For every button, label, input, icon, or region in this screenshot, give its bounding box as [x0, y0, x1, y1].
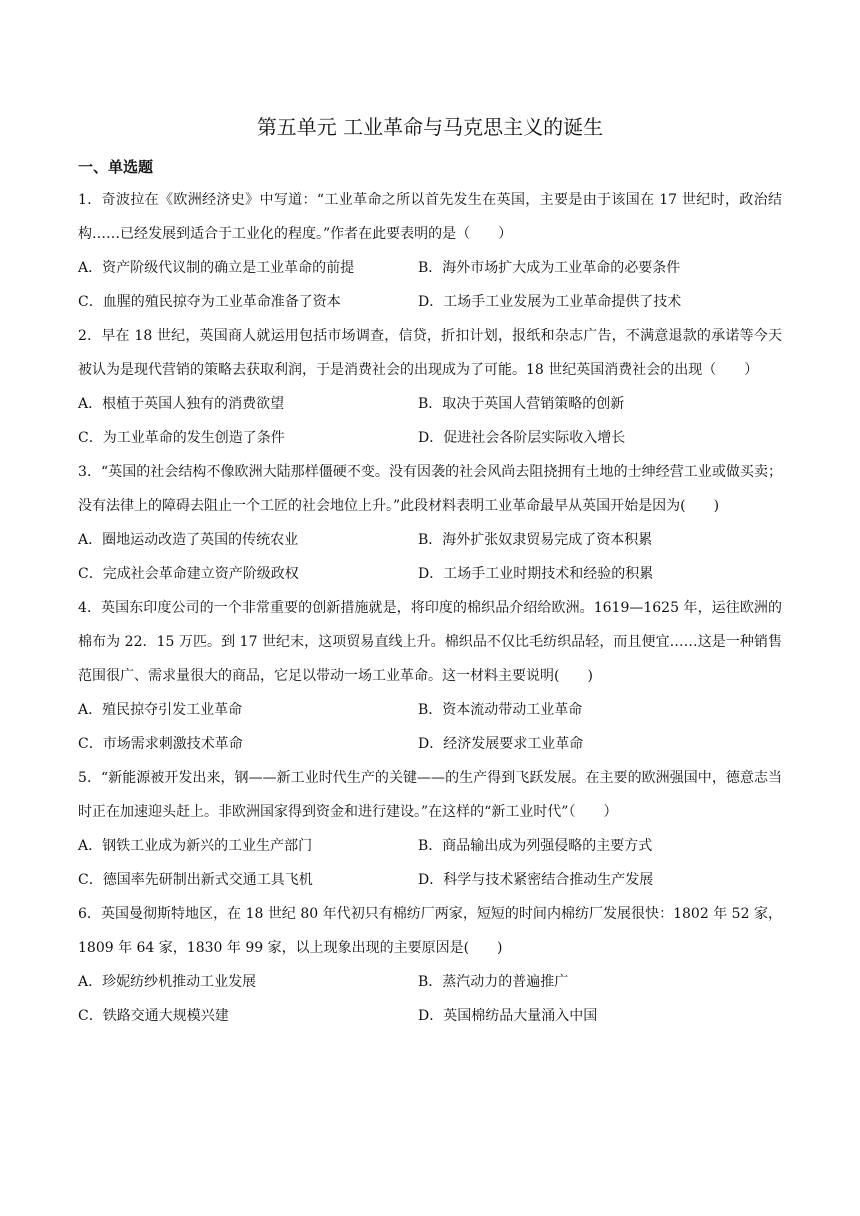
option-row	[78, 557, 782, 591]
question-list	[78, 183, 782, 1033]
option-c: C．完成社会革命建立资产阶级政权	[78, 566, 299, 582]
option-row	[78, 999, 782, 1033]
option-b: B．海外扩张奴隶贸易完成了资本积累	[418, 532, 653, 548]
option-row	[78, 421, 782, 455]
question-stem: 4．英国东印度公司的一个非常重要的创新措施就是，将印度的棉织品介绍给欧洲。1619—1625 年，运往欧洲的棉布为 22．15 万匹。到 17 世纪末，这项贸易直线上升。棉织品不仅比毛纺织品轻，而且便宜……这是一种销售范围很广、需求量很大的商品，它足以带动一场工业革命。这一材料主要说明( )	[78, 600, 782, 684]
option-d: D．工场手工业发展为工业革命提供了技术	[418, 294, 682, 310]
question-stem: 1．奇波拉在《欧洲经济史》中写道：“工业革命之所以首先发生在英国，主要是由于该国在 17 世纪时，政治结构……已经发展到适合于工业化的程度。”作者在此要表明的是（ ）	[78, 192, 782, 242]
option-row	[78, 965, 782, 999]
option-a: A．圈地运动改造了英国的传统农业	[78, 532, 299, 548]
option-row	[78, 387, 782, 421]
option-b: B．蒸汽动力的普遍推广	[418, 974, 569, 990]
option-d: D．工场手工业时期技术和经验的积累	[418, 566, 654, 582]
option-a: A．根植于英国人独有的消费欲望	[78, 396, 285, 412]
question-6	[78, 897, 782, 1033]
option-row	[78, 727, 782, 761]
option-b: B．取决于英国人营销策略的创新	[418, 396, 625, 412]
question-3	[78, 455, 782, 591]
question-5	[78, 761, 782, 897]
option-row	[78, 285, 782, 319]
option-row	[78, 251, 782, 285]
option-a: A．钢铁工业成为新兴的工业生产部门	[78, 838, 313, 854]
page-title: 第五单元 工业革命与马克思主义的诞生	[256, 115, 604, 139]
question-2	[78, 319, 782, 455]
option-row	[78, 523, 782, 557]
question-stem: 2．早在 18 世纪，英国商人就运用包括市场调查，信贷，折扣计划，报纸和杂志广告，不满意退款的承诺等今天被认为是现代营销的策略去获取利润，于是消费社会的出现成为了可能。18 世纪英国消费社会的出现（ ）	[78, 328, 782, 378]
option-c: C．德国率先研制出新式交通工具飞机	[78, 872, 313, 888]
option-d: D．科学与技术紧密结合推动生产发展	[418, 872, 654, 888]
option-d: D．促进社会各阶层实际收入增长	[418, 430, 626, 446]
option-c: C．市场需求刺激技术革命	[78, 736, 243, 752]
option-row	[78, 829, 782, 863]
option-d: D．经济发展要求工业革命	[418, 736, 584, 752]
option-b: B．商品输出成为列强侵略的主要方式	[418, 838, 653, 854]
question-1	[78, 183, 782, 319]
option-b: B．资本流动带动工业革命	[418, 702, 583, 718]
question-stem: 6．英国曼彻斯特地区，在 18 世纪 80 年代初只有棉纺厂两家，短短的时间内棉纺厂发展很快：1802 年 52 家，1809 年 64 家，1830 年 99 家，以上现象出现的主要原因是( )	[78, 906, 782, 956]
option-a: A．珍妮纺纱机推动工业发展	[78, 974, 257, 990]
option-a: A．资产阶级代议制的确立是工业革命的前提	[78, 260, 355, 276]
section-heading: 一、单选题	[78, 158, 154, 176]
option-a: A．殖民掠夺引发工业革命	[78, 702, 243, 718]
option-c: C．铁路交通大规模兴建	[78, 1008, 229, 1024]
question-stem: 5．“新能源被开发出来，钢——新工业时代生产的关键——的生产得到飞跃发展。在主要的欧洲强国中，德意志当时正在加速迎头赶上。非欧洲国家得到资金和进行建设。”在这样的“新工业时代”（ ）	[78, 770, 782, 820]
option-c: C．血腥的殖民掠夺为工业革命准备了资本	[78, 294, 341, 310]
option-d: D．英国棉纺品大量涌入中国	[418, 1008, 598, 1024]
option-c: C．为工业革命的发生创造了条件	[78, 430, 285, 446]
option-row	[78, 693, 782, 727]
option-b: B．海外市场扩大成为工业革命的必要条件	[418, 260, 681, 276]
question-4	[78, 591, 782, 761]
question-stem: 3．“英国的社会结构不像欧洲大陆那样僵硬不变。没有因袭的社会风尚去阻挠拥有土地的士绅经营工业或做买卖；没有法律上的障碍去阻止一个工匠的社会地位上升。”此段材料表明工业革命最早从英国开始是因为( )	[78, 464, 782, 514]
option-row	[78, 863, 782, 897]
